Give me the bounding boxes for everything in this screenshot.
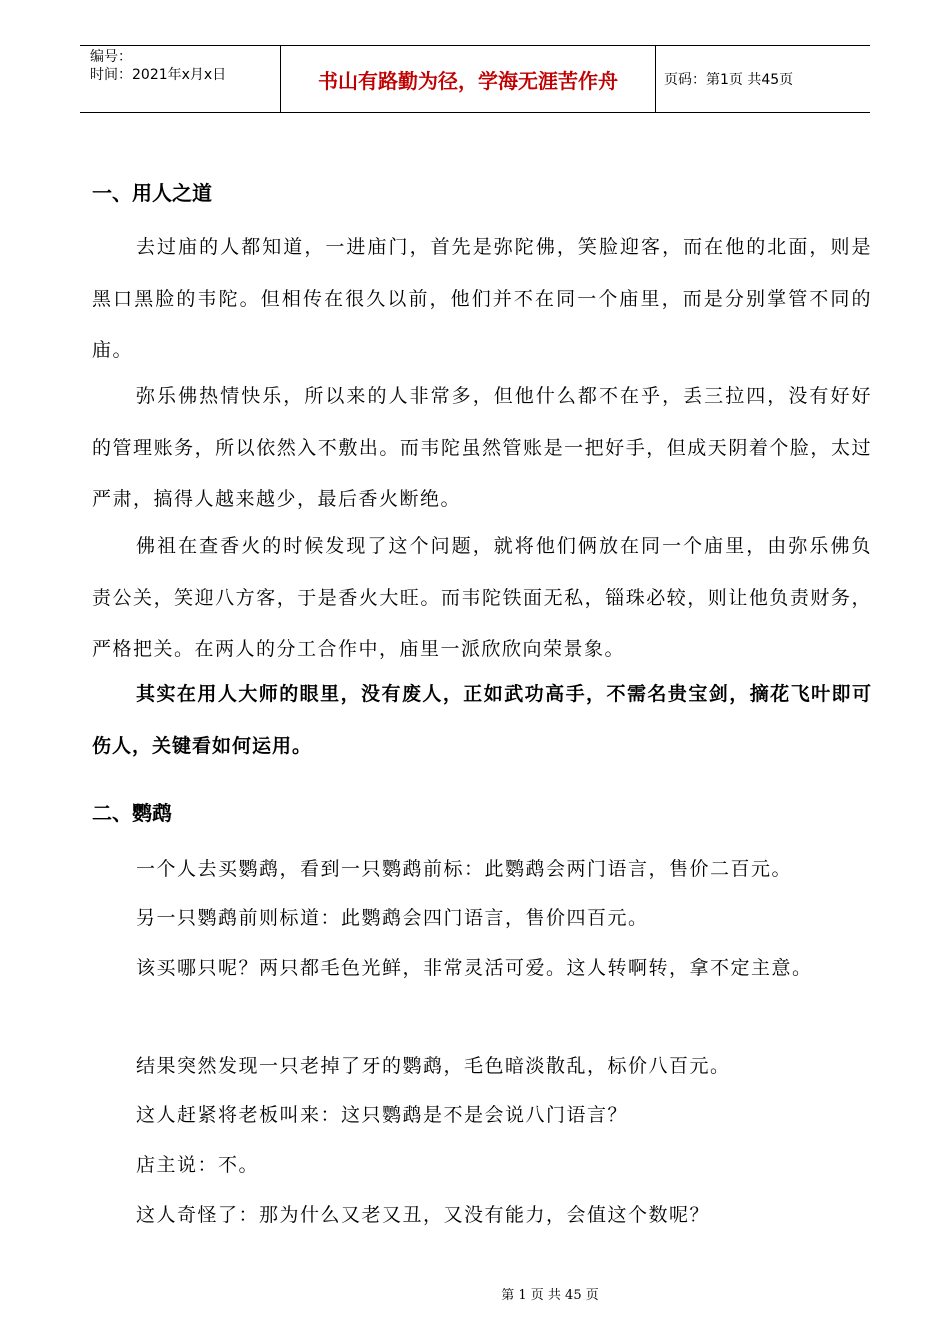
page-header xyxy=(80,45,870,113)
page-footer: 第 1 页 共 45 页 xyxy=(501,1288,599,1303)
paragraph-3: 佛祖在查香火的时候发现了这个问题，就将他们俩放在同一个庙里，由弥乐佛负责公关，笑迎八方客，于是香火大旺。而韦陀铁面无私，锱珠必较，则让他负责财务，严格把关。在两人的分工合作中，庙里一派欣欣向荣景象。 xyxy=(92,535,872,660)
header-motto: 书山有路勤为径，学海无涯苦作舟 xyxy=(281,46,656,112)
text-line-1: 一个人去买鹦鹉，看到一只鹦鹉前标：此鹦鹉会两门语言，售价二百元。 xyxy=(136,858,793,880)
paragraph-4-bold: 其实在用人大师的眼里，没有废人，正如武功高手，不需名贵宝剑，摘花飞叶即可伤人，关键看如何运用。 xyxy=(92,683,872,757)
header-page-label: 页码：第1页 共45页 xyxy=(664,72,794,88)
document-number-label: 编号： xyxy=(90,49,132,65)
text-line-7: 这人奇怪了：那为什么又老又丑，又没有能力，会值这个数呢？ xyxy=(136,1204,711,1226)
document-time-label: 时间：2021年x月x日 xyxy=(90,67,227,83)
paragraph-1: 去过庙的人都知道，一进庙门，首先是弥陀佛，笑脸迎客，而在他的北面，则是黑口黑脸的韦陀。但相传在很久以前，他们并不在同一个庙里，而是分别掌管不同的庙。 xyxy=(92,236,872,361)
header-meta xyxy=(80,46,281,112)
text-line-6: 店主说：不。 xyxy=(136,1154,260,1176)
text-line-3: 该买哪只呢？两只都毛色光鲜，非常灵活可爱。这人转啊转，拿不定主意。 xyxy=(136,957,813,979)
section-heading-1: 一、用人之道 xyxy=(92,181,212,205)
section-heading-2: 二、鹦鹉 xyxy=(92,801,172,825)
paragraph-2: 弥乐佛热情快乐，所以来的人非常多，但他什么都不在乎，丢三拉四，没有好好的管理账务，所以依然入不敷出。而韦陀虽然管账是一把好手，但成天阴着个脸，太过严肃，搞得人越来越少，最后香火断绝。 xyxy=(92,385,872,510)
text-line-4: 结果突然发现一只老掉了牙的鹦鹉，毛色暗淡散乱，标价八百元。 xyxy=(136,1055,731,1077)
text-line-5: 这人赶紧将老板叫来：这只鹦鹉是不是会说八门语言？ xyxy=(136,1104,629,1126)
text-line-2: 另一只鹦鹉前则标道：此鹦鹉会四门语言，售价四百元。 xyxy=(136,907,649,929)
